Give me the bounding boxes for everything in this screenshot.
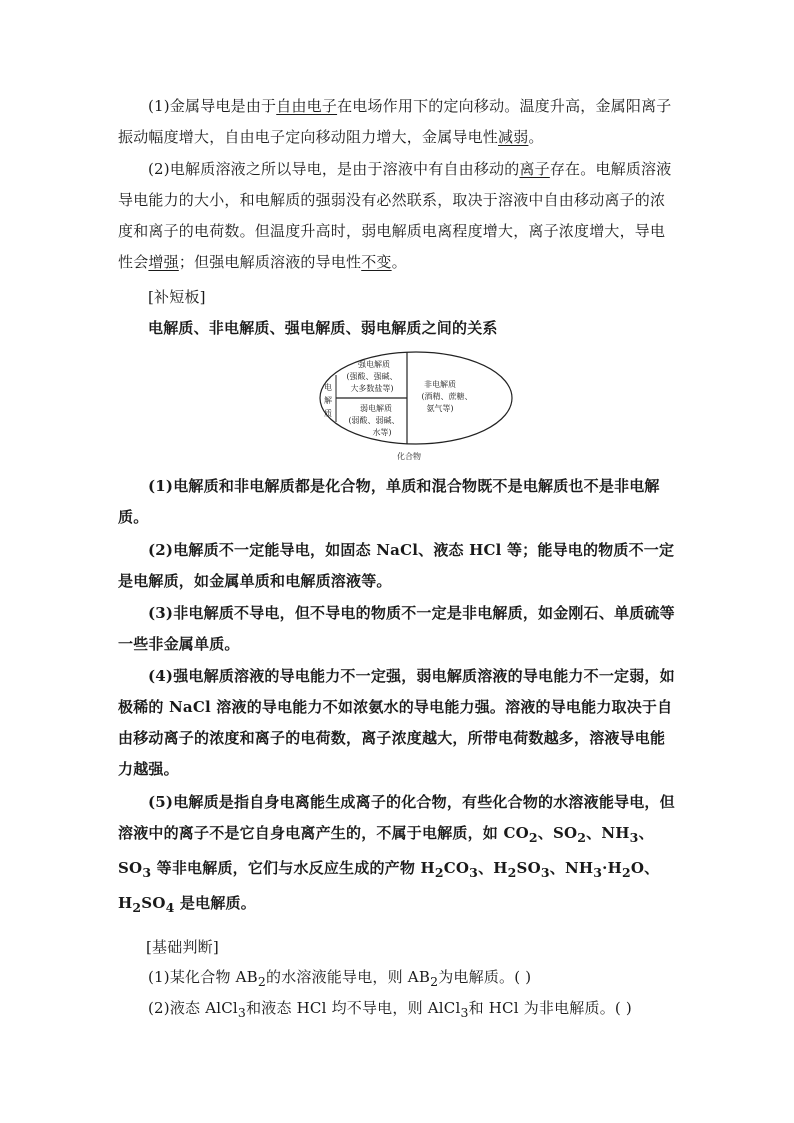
term-unchanged: 不变 bbox=[361, 253, 392, 271]
question-1: (1)某化合物 $AB_2$的水溶液能导电，则 $AB_2$为电解质。( ) bbox=[148, 968, 532, 989]
supplement-title: 电解质、非电解质、强电解质、弱电解质之间的关系 bbox=[148, 319, 498, 337]
non-electrolyte-ex2: 氨气等) bbox=[426, 404, 454, 413]
paragraph-metal-conduction: (1)金属导电是由于自由电子在电场作用下的定向移动。温度升高，金属阳离子振动幅度增大，自由电子定向移动阻力增大，金属导电性减弱。 bbox=[118, 97, 672, 146]
formula-so2: $SO_2$ bbox=[552, 824, 587, 845]
electrolyte-relationship-diagram bbox=[314, 350, 524, 466]
non-electrolyte-title: 非电解质 bbox=[424, 380, 456, 389]
point-3: (3)非电解质不导电，但不导电的物质不一定是非电解质，如金刚石、单质硫等一些非金属单质。 bbox=[118, 604, 675, 653]
term-enhance: 增强 bbox=[148, 253, 179, 271]
term-ions: 离子 bbox=[519, 160, 550, 178]
basics-heading: [基础判断] bbox=[146, 938, 219, 956]
strong-electrolyte-ex1: (强酸、强碱、 bbox=[346, 372, 398, 381]
formula-nh3-h2o: $NH_3\cdot H_2O$ bbox=[564, 859, 645, 880]
point-1: (1)电解质和非电解质都是化合物，单质和混合物既不是电解质也不是非电解质。 bbox=[118, 477, 660, 526]
left-label-1: 电 bbox=[324, 383, 332, 392]
left-label-2: 解 bbox=[324, 396, 332, 405]
paragraph-solution-conduction: (2)电解质溶液之所以导电，是由于溶液中有自由移动的离子存在。电解质溶液导电能力的大小，和电解质的强弱没有必然联系，取决于溶液中自由移动离子的浓度和离子的电荷数。但温度升高时，弱电解质电离程度增大，离子浓度增大，导电性会增强；但强电解质溶液的导电性不变。 bbox=[118, 160, 672, 271]
formula-h2so4: $H_2SO_4$ bbox=[118, 894, 175, 915]
weak-electrolyte-ex1: (弱酸、弱碱、 bbox=[348, 416, 400, 425]
formula-h2so3: $H_2SO_3$ bbox=[493, 859, 550, 880]
formula-co2: $CO_2$ bbox=[503, 824, 538, 845]
point-5: (5)电解质是指自身电离能生成离子的化合物，有些化合物的水溶液能导电，但溶液中的离子不是它自身电离产生的，不属于电解质，如 $CO_2$、$SO_2$、$NH_3$、$SO_3$ 等非电解质，它们与水反应生成的产物 $H_2CO_3$、$H_2SO_3$、$NH_3\cdot H_2O$、$H_2SO_4$ 是电解质。 bbox=[118, 793, 675, 915]
point-2: (2)电解质不一定能导电，如固态 NaCl、液态 HCl 等；能导电的物质不一定是电解质，如金属单质和电解质溶液等。 bbox=[118, 541, 675, 590]
weak-electrolyte-title: 弱电解质 bbox=[360, 404, 392, 413]
supplement-heading: [补短板] bbox=[148, 288, 206, 306]
non-electrolyte-ex1: (酒精、蔗糖、 bbox=[421, 392, 473, 401]
weak-electrolyte-ex2: 水等) bbox=[372, 428, 392, 437]
formula-h2co3: $H_2CO_3$ bbox=[420, 859, 479, 880]
strong-electrolyte-title: 强电解质 bbox=[358, 360, 390, 369]
term-weaken: 减弱 bbox=[498, 128, 529, 146]
formula-so3: $SO_3$ bbox=[118, 859, 152, 880]
formula-nh3: $NH_3$ bbox=[601, 824, 639, 845]
compound-caption: 化合物 bbox=[397, 452, 421, 461]
strong-electrolyte-ex2: 大多数盐等) bbox=[350, 384, 394, 393]
question-2: (2)液态 AlCl$_3$和液态 HCl 均不导电，则 AlCl$_3$和 HCl 为非电解质。( ) bbox=[148, 999, 632, 1020]
left-label-3: 质 bbox=[324, 409, 332, 418]
point-4: (4)强电解质溶液的导电能力不一定强，弱电解质溶液的导电能力不一定弱，如极稀的 NaCl 溶液的导电能力不如浓氨水的导电能力强。溶液的导电能力取决于自由移动离子的浓度和离子的电荷数，离子浓度越大，所带电荷数越多，溶液导电能力越强。 bbox=[118, 667, 675, 778]
term-free-electrons: 自由电子 bbox=[276, 97, 338, 115]
